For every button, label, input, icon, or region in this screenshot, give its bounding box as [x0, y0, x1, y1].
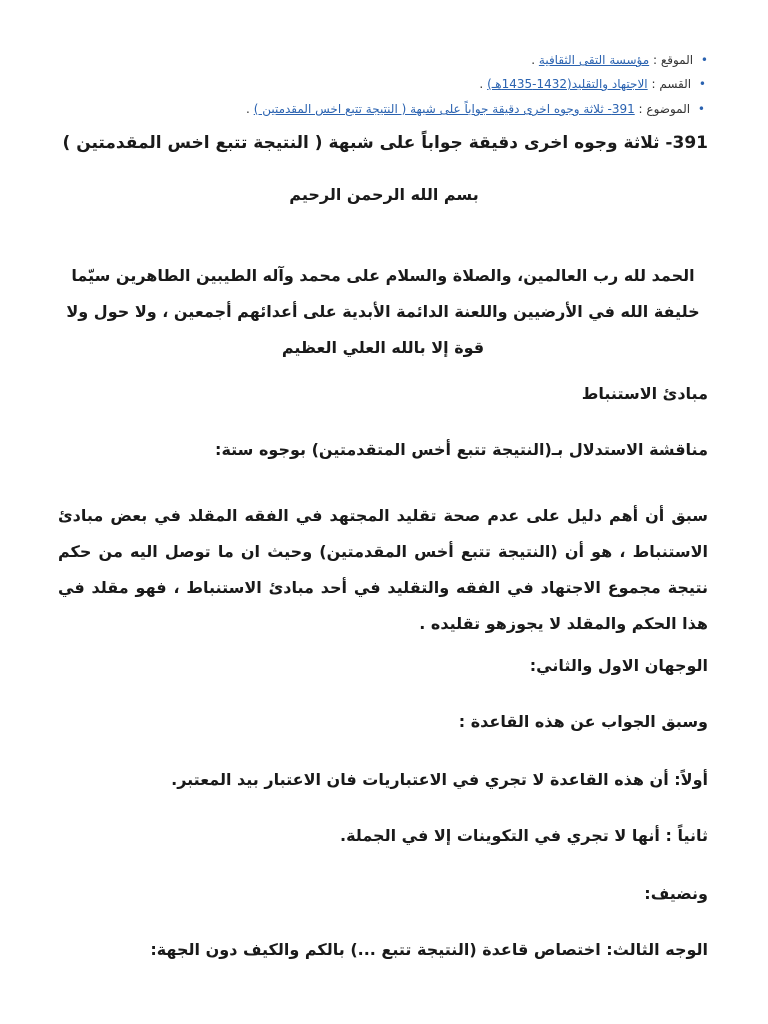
meta-site-suffix: .	[531, 53, 536, 67]
paragraph-second-point: ثانياً : أنها لا تجري في التكوينات إلا في الجملة.	[340, 826, 708, 845]
paragraph-discussion: مناقشة الاستدلال بـ(النتيجة تتبع أخس المتقدمتين) بوجوه ستة:	[215, 440, 708, 459]
paragraph-third-point: الوجه الثالث: اختصاص قاعدة (النتيجة تتبع ...) بالكم والكيف دون الجهة:	[150, 940, 708, 959]
meta-section-link[interactable]: الاجتهاد والتقليد(1432-1435هـ)	[487, 77, 648, 91]
meta-section-suffix: .	[479, 77, 484, 91]
meta-topic	[246, 101, 705, 117]
intro-paragraph: الحمد لله رب العالمين، والصلاة والسلام على محمد وآله الطيبين الطاهرين سيّما خليفة الله في الأرضيين واللعنة الدائمة الأبدية على أعدائهم أجمعين ، ولا حول ولا قوة إلا بالله العلي العظيم	[66, 266, 700, 357]
bullet-icon: •	[697, 102, 705, 116]
paragraph-add: ونضيف:	[644, 884, 708, 903]
meta-topic-suffix: .	[246, 102, 250, 116]
bullet-icon: •	[698, 77, 706, 91]
paragraph-first-point: أولاً: أن هذه القاعدة لا تجري في الاعتباريات فان الاعتبار بيد المعتبر.	[171, 770, 708, 789]
meta-site-label: الموقع :	[652, 53, 694, 67]
page-title: 391- ثلاثة وجوه اخرى دقيقة جواباً على شبهة ( النتيجة تتبع اخس المقدمتين )	[62, 133, 708, 153]
meta-site-link[interactable]: مؤسسة التقى الثقافية	[538, 53, 650, 67]
section-heading-principles: مبادئ الاستنباط	[581, 384, 708, 403]
meta-site	[531, 52, 708, 68]
paragraph-body: سبق أن أهم دليل على عدم صحة تقليد المجتهد في الفقه المقلد في بعض مبادئ الاستنباط ، هو أن (النتيجة تتبع أخس المقدمتين) وحيث ان ما توصل اليه من حكم نتيجة مجموع الاجتهاد في الفقه والتقليد في أحد مبادئ الاستنباط ، فهو مقلد في هذا الحكم والمقلد لا يجوزهو تقليده .	[58, 506, 708, 633]
basmala: بسم الله الرحمن الرحيم	[289, 185, 479, 204]
meta-section-label: القسم :	[651, 77, 692, 91]
bullet-icon: •	[700, 53, 708, 67]
paragraph-answer: وسبق الجواب عن هذه القاعدة :	[458, 712, 708, 731]
meta-topic-link[interactable]: 391- ثلاثة وجوه اخرى دقيقة جواباً على شبهة ( النتيجة تتبع اخس المقدمتين )	[253, 102, 635, 116]
meta-topic-label: الموضوع :	[638, 102, 691, 116]
meta-section	[479, 76, 706, 92]
paragraph-first-second: الوجهان الاول والثاني:	[529, 656, 708, 675]
